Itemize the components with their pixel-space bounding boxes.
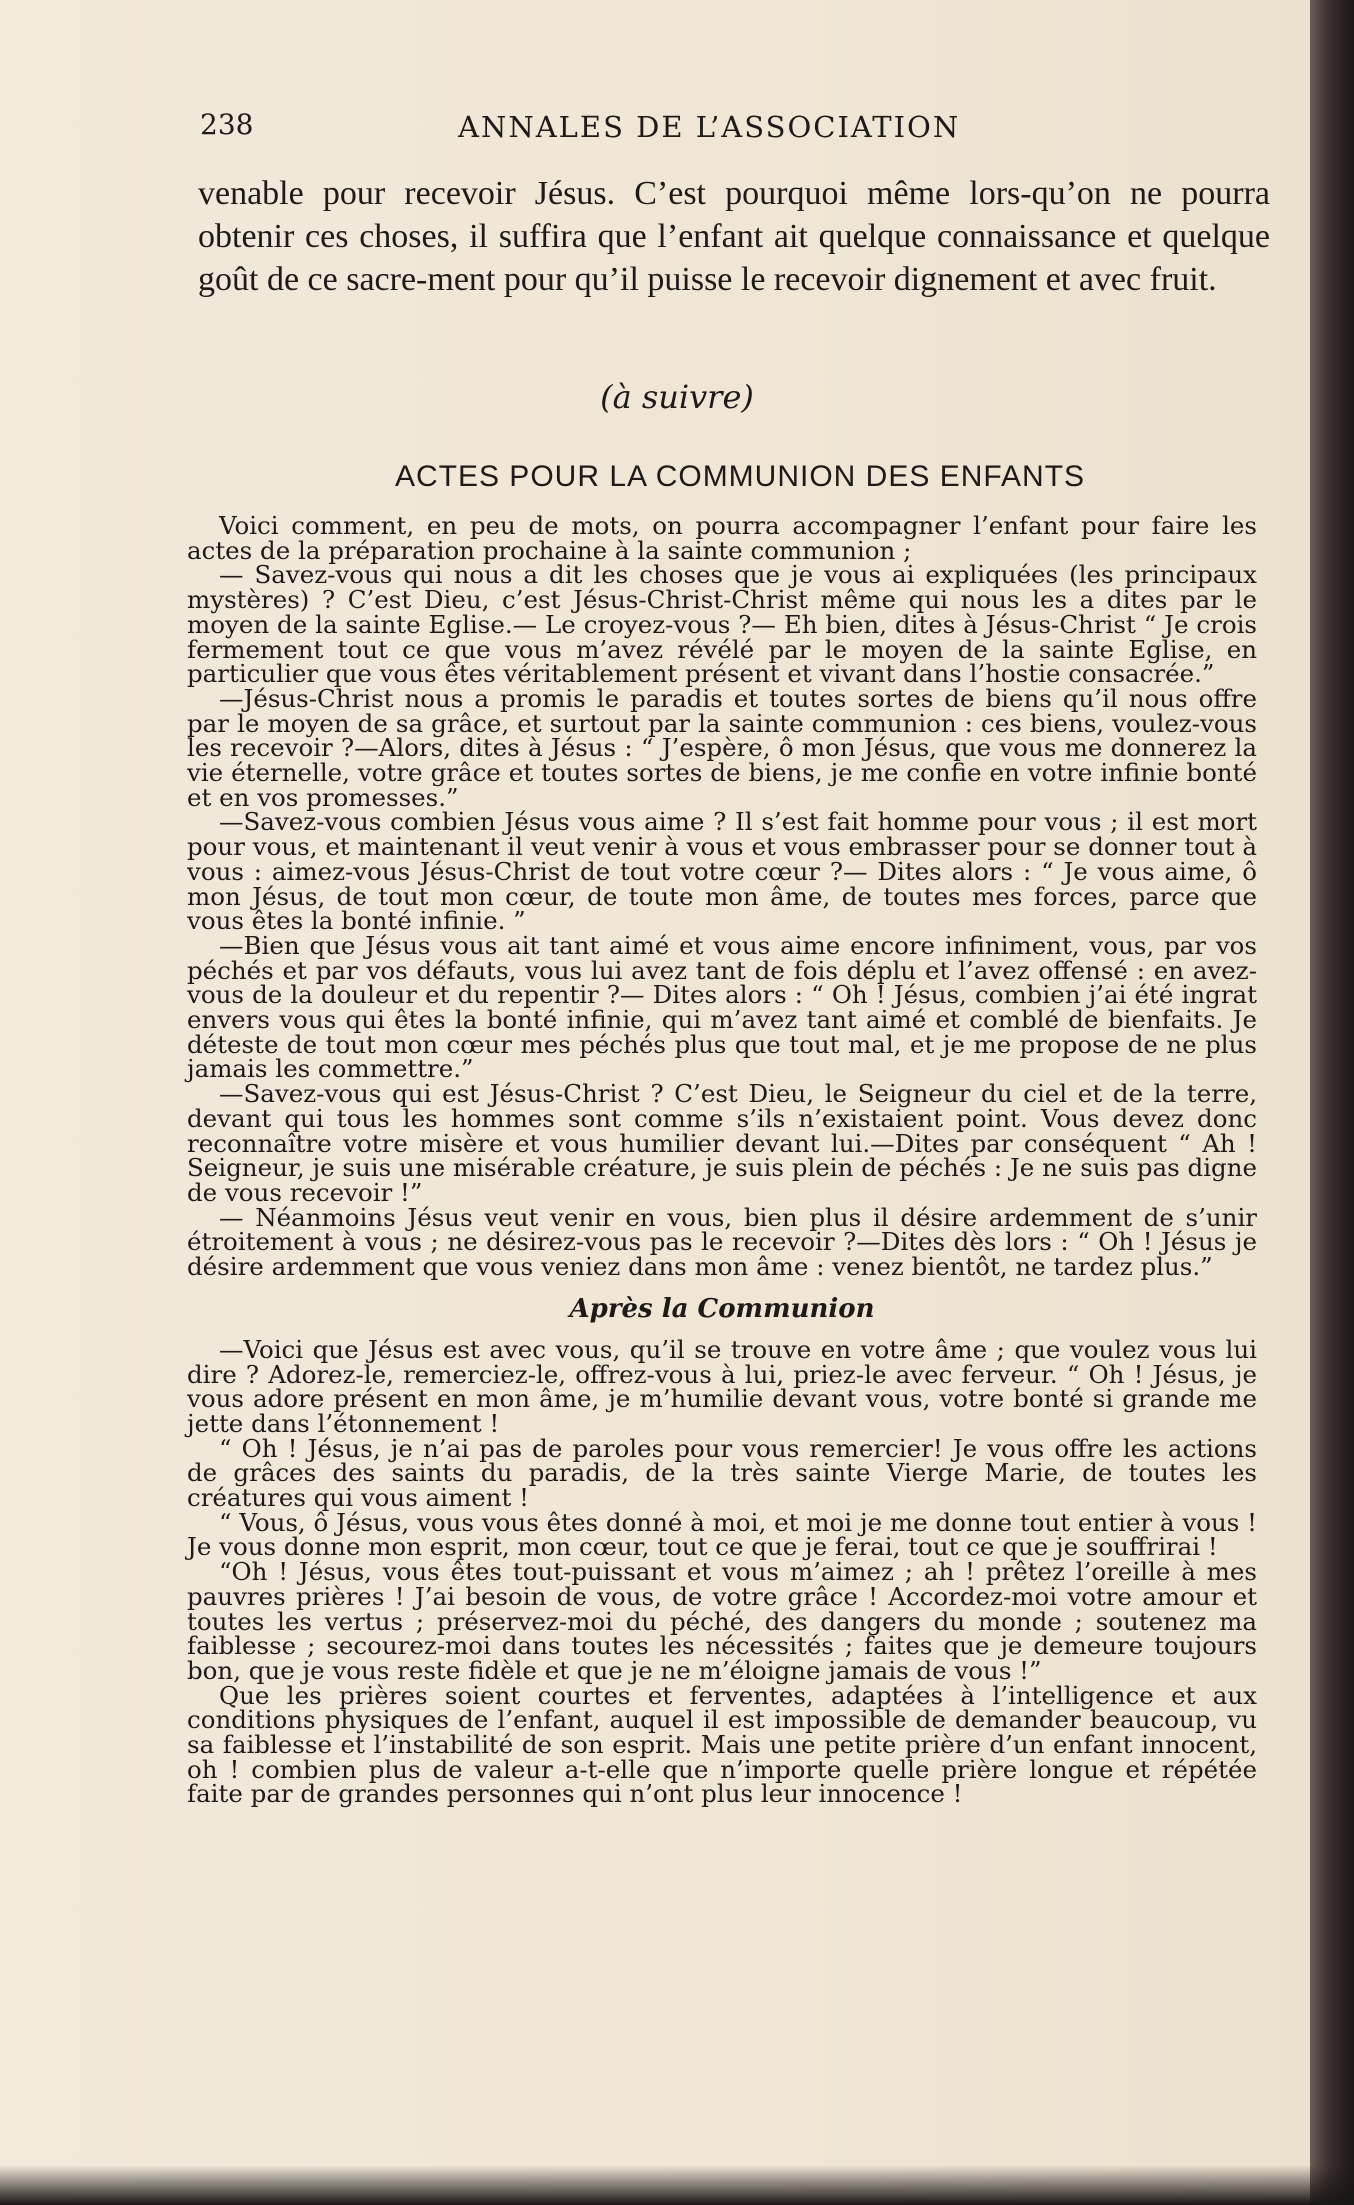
paragraph: Que les prières soient courtes et ferventes, adaptées à l’intelligence et aux conditions physiques de l’enfant, auquel il est impossible de demander beaucoup, vu sa faiblesse et l’instabilité de son esprit. Mais une petite prière d’un enfant innocent, oh ! combien plus de valeur a-t-elle que n’importe quelle prière longue et répétée faite par de grandes personnes qui n’ont plus leur innocence ! [187,1680,1257,1809]
paragraph: — Savez-vous qui nous a dit les choses que je vous ai expliquées (les principaux mystères) ? C’est Dieu, c’est Jésus-Christ-Christ même qui nous les a dites par le moyen de la sainte Eglise.— Le croyez-vous ?— Eh bien, dites à Jésus-Christ “ Je crois fermement tout ce que vous m’avez révélé par le moyen de la sainte Eglise, en particulier que vous êtes véritablement présent et vivant dans l’hostie consacrée.” [187,560,1257,689]
paragraph: —Voici que Jésus est avec vous, qu’il se trouve en votre âme ; que voulez vous lui dire ? Adorez-le, remerciez-le, offrez-vous à lui, priez-le avec ferveur. “ Oh ! Jésus, je vous adore présent en mon âme, je m’humilie devant vous, votre bonté si grande me jette dans l’étonnement ! [187,1334,1257,1438]
paragraph: —Savez-vous combien Jésus vous aime ? Il s’est fait homme pour vous ; il est mort pour vous, et maintenant il veut venir à vous et vous embrasser pour se donner tout à vous : aimez-vous Jésus-Christ de tout votre cœur ?— Dites alors : “ Je vous aime, ô mon Jésus, de tout mon cœur, de toute mon âme, de toutes mes forces, parce que vous êtes la bonté infinie. ” [187,807,1257,936]
running-head: ANNALES DE L’ASSOCIATION [458,110,961,144]
book-spine [1310,0,1354,2205]
page-header [200,108,1020,148]
to-be-continued: (à suivre) [600,378,754,416]
paragraph: —Jésus-Christ nous a promis le paradis et toutes sortes de biens qu’il nous offre par le moyen de sa grâce, et surtout par la sainte communion : ces biens, voulez-vous les recevoir ?—Alors, dites à Jésus : “ J’espère, ô mon Jésus, que vous me donnerez la vie éternelle, votre grâce et toutes sortes de biens, je me confie en votre infinie bonté et en vos promesses.” [187,683,1257,812]
paragraph: “ Vous, ô Jésus, vous vous êtes donné à moi, et moi je me donne tout entier à vous ! Je vous donne mon esprit, mon cœur, tout ce que je ferai, tout ce que je souffrirai ! [187,1507,1257,1562]
paragraph: —Savez-vous qui est Jésus-Christ ? C’est Dieu, le Seigneur du ciel et de la terre, devant qui tous les hommes sont comme s’ils n’existaient point. Vous devez donc reconnaître votre misère et vous humilier devant lui.—Dites par conséquent “ Ah ! Seigneur, je suis une misérable créature, je suis plein de péchés : Je ne suis pas digne de vous recevoir !” [187,1079,1257,1207]
page-edge-shadow [0,2165,1354,2205]
paragraph: Voici comment, en peu de mots, on pourra accompagner l’enfant pour faire les actes de la préparation prochaine à la sainte communion ; [187,511,1257,565]
paragraph: —Bien que Jésus vous ait tant aimé et vous aime encore infiniment, vous, par vos péchés et par vos défauts, vous lui avez tant de fois déplu et l’avez offensé : en avez-vous de la douleur et du repentir ?— Dites alors : “ Oh ! Jésus, combien j’ai été ingrat envers vous qui êtes la bonté infinie, qui m’avez tant aimé et comblé de bienfaits. Je déteste de tout mon cœur mes péchés plus que tout mal, et je me propose de ne plus jamais les commettre.” [187,930,1257,1084]
paragraph: “Oh ! Jésus, vous êtes tout-puissant et vous m’aimez ; ah ! prêtez l’oreille à mes pauvres prières ! J’ai besoin de vous, de votre grâce ! Accordez-moi votre amour et toutes les vertus ; préservez-moi du péché, des dangers du monde ; soutenez ma faiblesse ; secourez-moi dans toutes les nécessités ; faites que je demeure toujours bon, que je vous reste fidèle et que je ne m’éloigne jamais de vous !” [187,1557,1257,1685]
body-text [187,511,1257,1809]
subheading: Après la Communion [569,1293,875,1324]
continued-paragraph: venable pour recevoir Jésus. C’est pourquoi même lors-qu’on ne pourra obtenir ces choses, il suffira que l’enfant ait quelque connaissance et quelque goût de ce sacre-ment pour qu’il puisse le recevoir dignement et avec fruit. [198,175,1270,298]
page-number: 238 [200,108,254,141]
paragraph: — Néanmoins Jésus veut venir en vous, bien plus il désire ardemment de s’unir étroitement à vous ; ne désirez-vous pas le recevoir ?—Dites dès lors : “ Oh ! Jésus je désire ardemment que vous veniez dans mon âme : venez bientôt, ne tardez plus.” [187,1202,1257,1282]
paragraph: “ Oh ! Jésus, je n’ai pas de paroles pour vous remercier! Je vous offre les actions de grâces des saints du paradis, de la très sainte Vierge Marie, de toutes les créatures qui vous aiment ! [187,1433,1257,1513]
section-title: ACTES POUR LA COMMUNION DES ENFANTS [394,460,1086,493]
